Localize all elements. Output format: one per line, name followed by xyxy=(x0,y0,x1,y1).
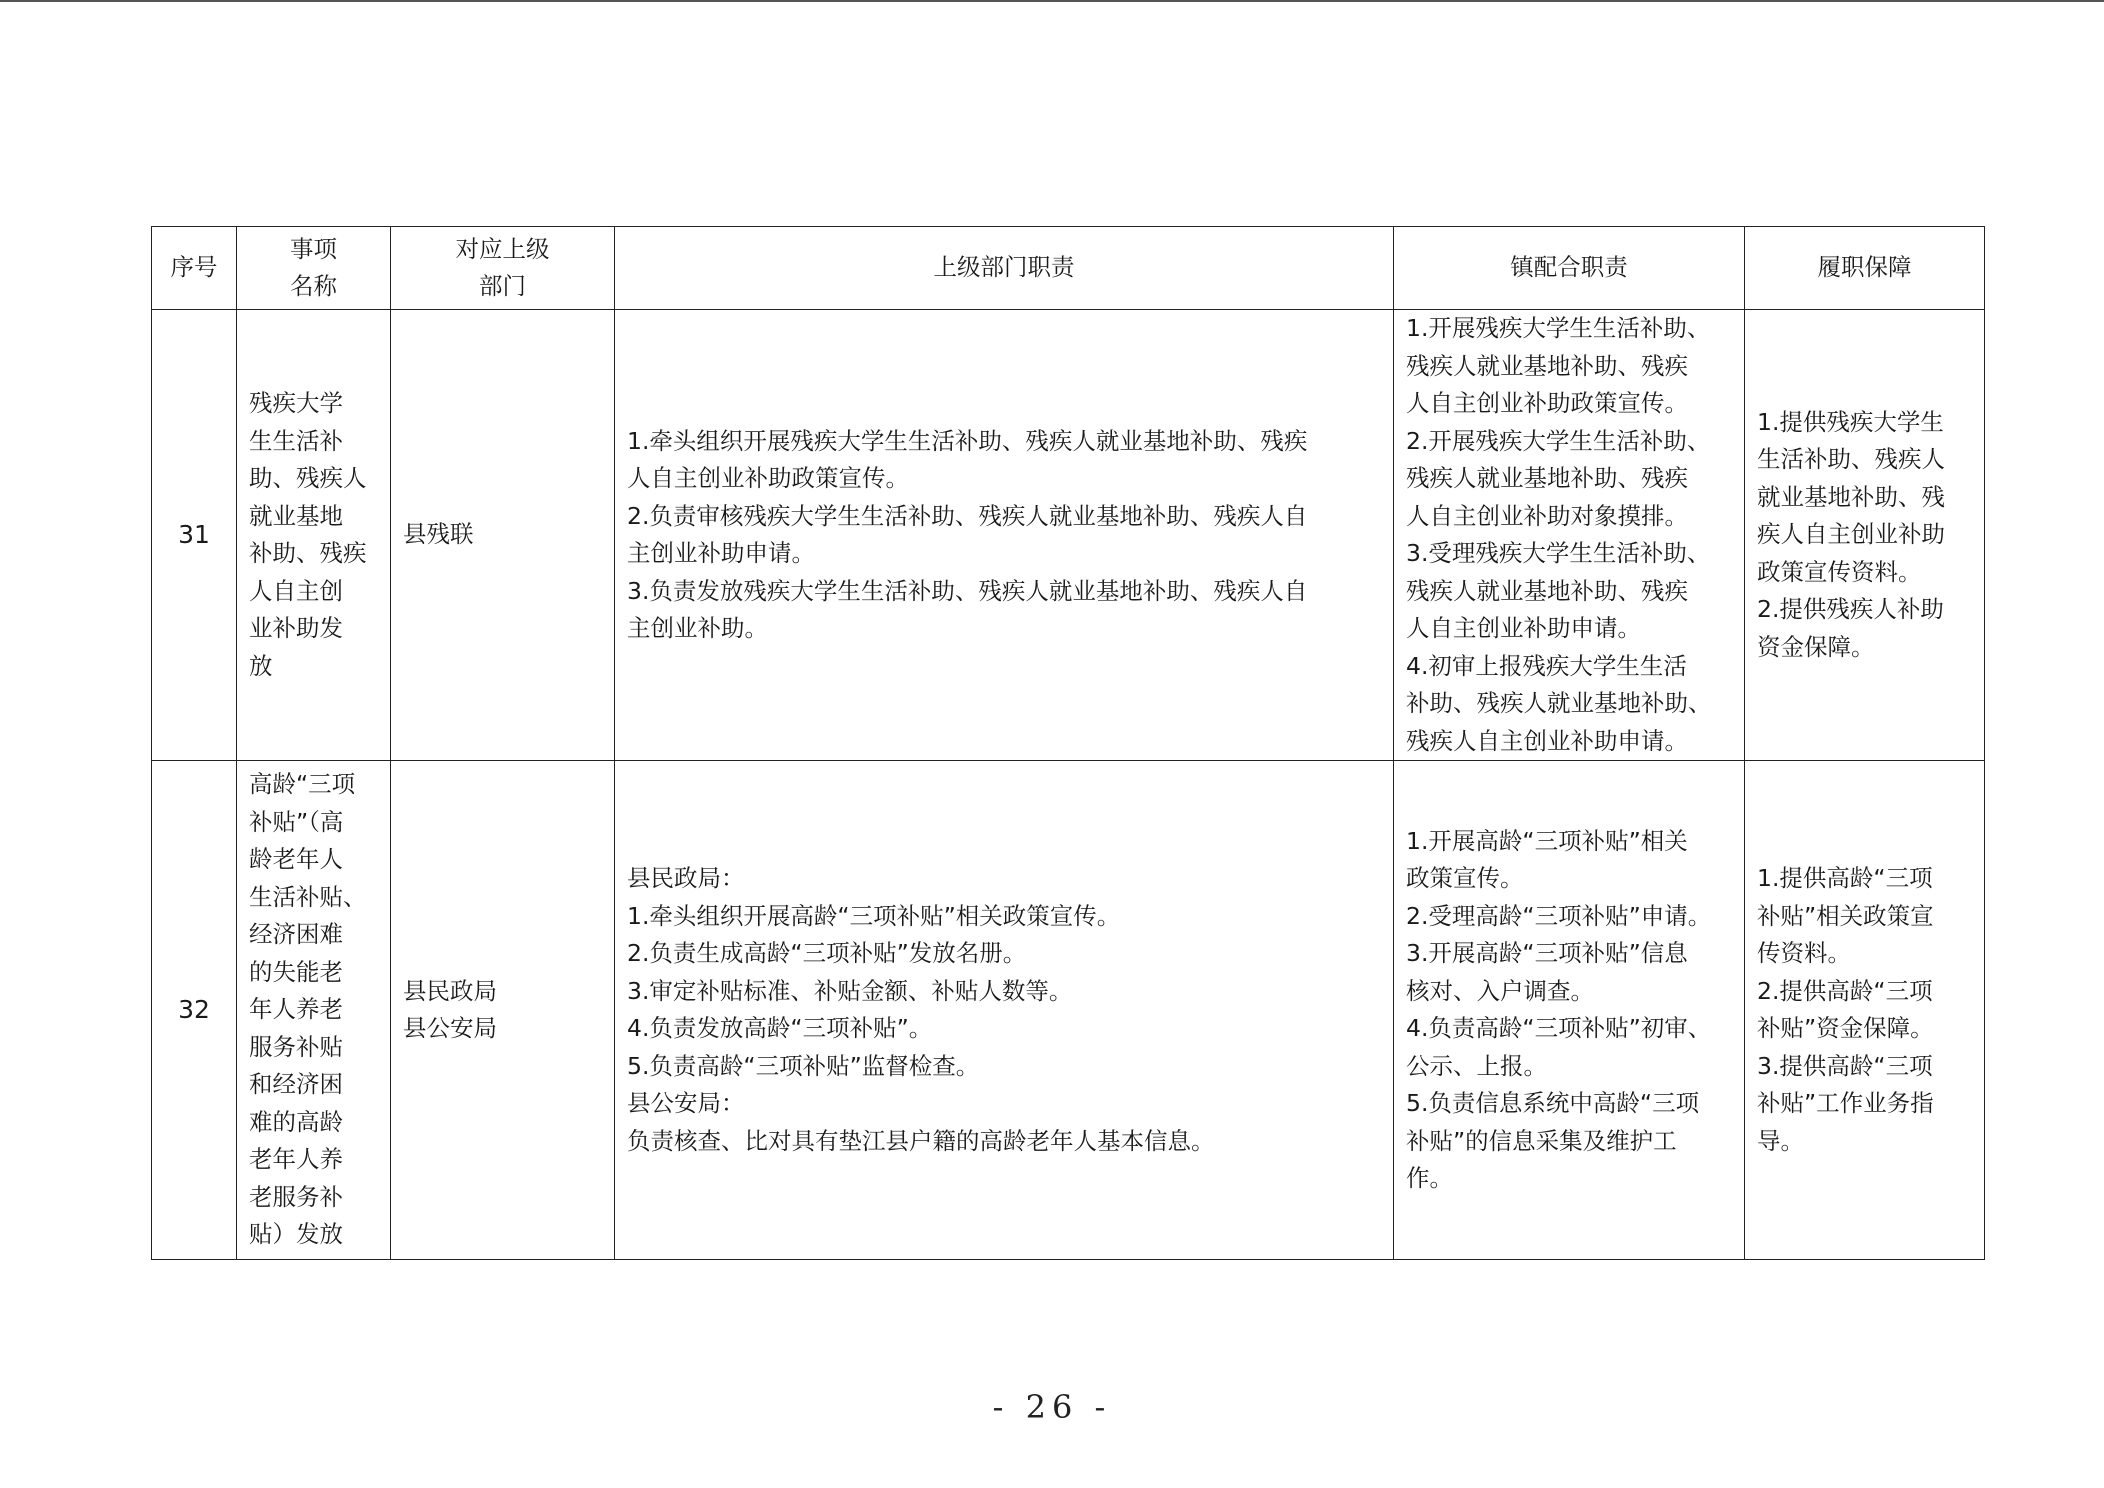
header-upper-duty: 上级部门职责 xyxy=(615,227,1394,310)
row-seq: 32 xyxy=(152,761,237,1260)
header-seq: 序号 xyxy=(152,227,237,310)
top-border-line xyxy=(0,0,2104,2)
table-row xyxy=(152,761,1985,1260)
table-header-row xyxy=(152,227,1985,310)
row-upper-duty: 1.牵头组织开展残疾大学生生活补助、残疾人就业基地补助、残疾 人自主创业补助政策宣传。 2.负责审核残疾大学生生活补助、残疾人就业基地补助、残疾人自 主创业补助申请。 3.负责发放残疾大学生生活补助、残疾人就业基地补助、残疾人自 主创业补助。 xyxy=(615,310,1394,761)
row-town-duty: 1.开展高龄“三项补贴”相关 政策宣传。 2.受理高龄“三项补贴”申请。 3.开展高龄“三项补贴”信息 核对、入户调查。 4.负责高龄“三项补贴”初审、 公示、上报。 5.负责信息系统中高龄“三项 补贴”的信息采集及维护工 作。 xyxy=(1394,761,1745,1260)
row-upper-duty: 县民政局： 1.牵头组织开展高龄“三项补贴”相关政策宣传。 2.负责生成高龄“三项补贴”发放名册。 3.审定补贴标准、补贴金额、补贴人数等。 4.负责发放高龄“三项补贴”。 5.负责高龄“三项补贴”监督检查。 县公安局： 负责核查、比对具有垫江县户籍的高龄老年人基本信息。 xyxy=(615,761,1394,1260)
header-dept: 对应上级 部门 xyxy=(391,227,615,310)
header-town-duty: 镇配合职责 xyxy=(1394,227,1745,310)
duty-table xyxy=(151,226,1985,1260)
table-row xyxy=(152,310,1985,761)
row-town-duty: 1.开展残疾大学生生活补助、 残疾人就业基地补助、残疾 人自主创业补助政策宣传。 2.开展残疾大学生生活补助、 残疾人就业基地补助、残疾 人自主创业补助对象摸排。 3.受理残疾大学生生活补助、 残疾人就业基地补助、残疾 人自主创业补助申请。 4.初审上报残疾大学生生活 补助、残疾人就业基地补助、 残疾人自主创业补助申请。 xyxy=(1394,310,1745,761)
row-dept: 县民政局 县公安局 xyxy=(391,761,615,1260)
row-seq: 31 xyxy=(152,310,237,761)
header-item-name: 事项 名称 xyxy=(237,227,391,310)
row-guarantee: 1.提供残疾大学生 生活补助、残疾人 就业基地补助、残 疾人自主创业补助 政策宣传资料。 2.提供残疾人补助 资金保障。 xyxy=(1745,310,1985,761)
header-guarantee: 履职保障 xyxy=(1745,227,1985,310)
row-item-name: 残疾大学 生生活补 助、残疾人 就业基地 补助、残疾 人自主创 业补助发 放 xyxy=(237,310,391,761)
row-guarantee: 1.提供高龄“三项 补贴”相关政策宣 传资料。 2.提供高龄“三项 补贴”资金保障。 3.提供高龄“三项 补贴”工作业务指 导。 xyxy=(1745,761,1985,1260)
row-dept: 县残联 xyxy=(391,310,615,761)
page-number: - 26 - xyxy=(992,1388,1112,1426)
row-item-name: 高龄“三项 补贴”（高 龄老年人 生活补贴、 经济困难 的失能老 年人养老 服务补贴 和经济困 难的高龄 老年人养 老服务补 贴）发放 xyxy=(237,761,391,1260)
